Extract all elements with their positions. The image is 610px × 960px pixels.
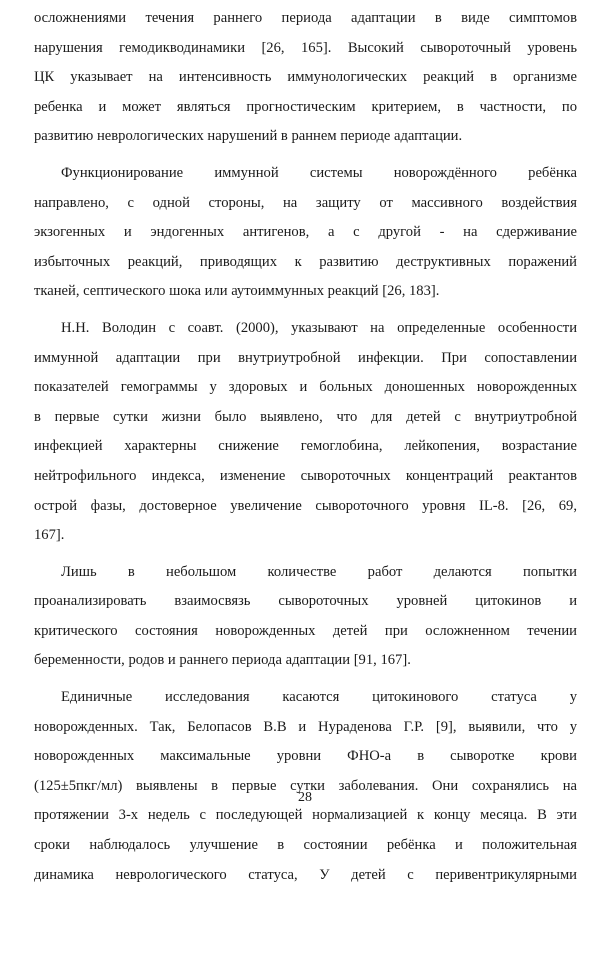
text-line: нарушения гемодикводинамики [26, 165]. Высокий сывороточный уровень: [34, 39, 577, 56]
paragraph-2: [34, 159, 577, 307]
text-line: сроки наблюдалось улучшение в состоянии ребёнка и положительная: [34, 837, 577, 854]
text-line: 167].: [34, 527, 65, 544]
text-line: экзогенных и эндогенных антигенов, а с другой - на сдерживание: [34, 224, 577, 241]
paragraph-3: [34, 314, 577, 551]
text-line: нейтрофильного индекса, изменение сывороточных концентраций реактантов: [34, 467, 577, 484]
text-line: в первые сутки жизни было выявлено, что для детей с внутриутробной: [34, 408, 577, 425]
text-line: Лишь в небольшом количестве работ делаются попытки: [61, 563, 577, 580]
paragraph-4: [34, 558, 577, 676]
page-number: 28: [298, 790, 312, 805]
text-line: ЦК указывает на интенсивность иммунологических реакций в организме: [34, 69, 577, 86]
text-line: тканей, септического шока или аутоиммунных реакций [26, 183].: [34, 283, 440, 300]
text-line: новорожденных. Так, Белопасов В.В и Нураденова Г.Р. [9], выявили, что у: [34, 718, 577, 735]
text-line: проанализировать взаимосвязь сывороточных уровней цитокинов и: [34, 593, 577, 610]
text-line: (125±5пкг/мл) выявлены в первые сутки заболевания. Они сохранялись на: [34, 777, 577, 794]
paragraph-5: [34, 683, 577, 890]
text-line: показателей гемограммы у здоровых и больных доношенных новорожденных: [34, 379, 577, 396]
text-line: Единичные исследования касаются цитокинового статуса у: [61, 689, 577, 706]
text-line: развитию неврологических нарушений в раннем периоде адаптации.: [34, 128, 463, 145]
text-line: новорожденных максимальные уровни ФНО-а в сыворотке крови: [34, 748, 577, 765]
text-line: избыточных реакций, приводящих к развитию деструктивных поражений: [34, 253, 577, 270]
text-line: ребенка и может являться прогностическим критерием, в частности, по: [34, 98, 577, 115]
text-line: инфекцией характерны снижение гемоглобина, лейкопения, возрастание: [34, 438, 577, 455]
text-line: протяжении 3-х недель с последующей нормализацией к концу месяца. В эти: [34, 807, 577, 824]
text-line: осложнениями течения раннего периода адаптации в виде симптомов: [34, 10, 577, 26]
text-line: беременности, родов и раннего периода адаптации [91, 167].: [34, 652, 411, 669]
text-line: иммунной адаптации при внутриутробной инфекции. При сопоставлении: [34, 349, 577, 366]
paragraph-1: [34, 4, 577, 152]
text-line: динамика неврологического статуса, У детей с перивентрикулярными: [34, 866, 577, 883]
text-line: острой фазы, достоверное увеличение сывороточного уровня IL-8. [26, 69,: [34, 497, 577, 514]
body-text: [34, 4, 577, 897]
text-line: критического состояния новорожденных детей при осложненном течении: [34, 622, 577, 639]
text-line: направлено, с одной стороны, на защиту от массивного воздействия: [34, 194, 577, 211]
text-line: Н.Н. Володин с соавт. (2000), указывают на определенные особенности: [61, 319, 577, 336]
text-line: Функционирование иммунной системы новорождённого ребёнка: [61, 164, 577, 181]
